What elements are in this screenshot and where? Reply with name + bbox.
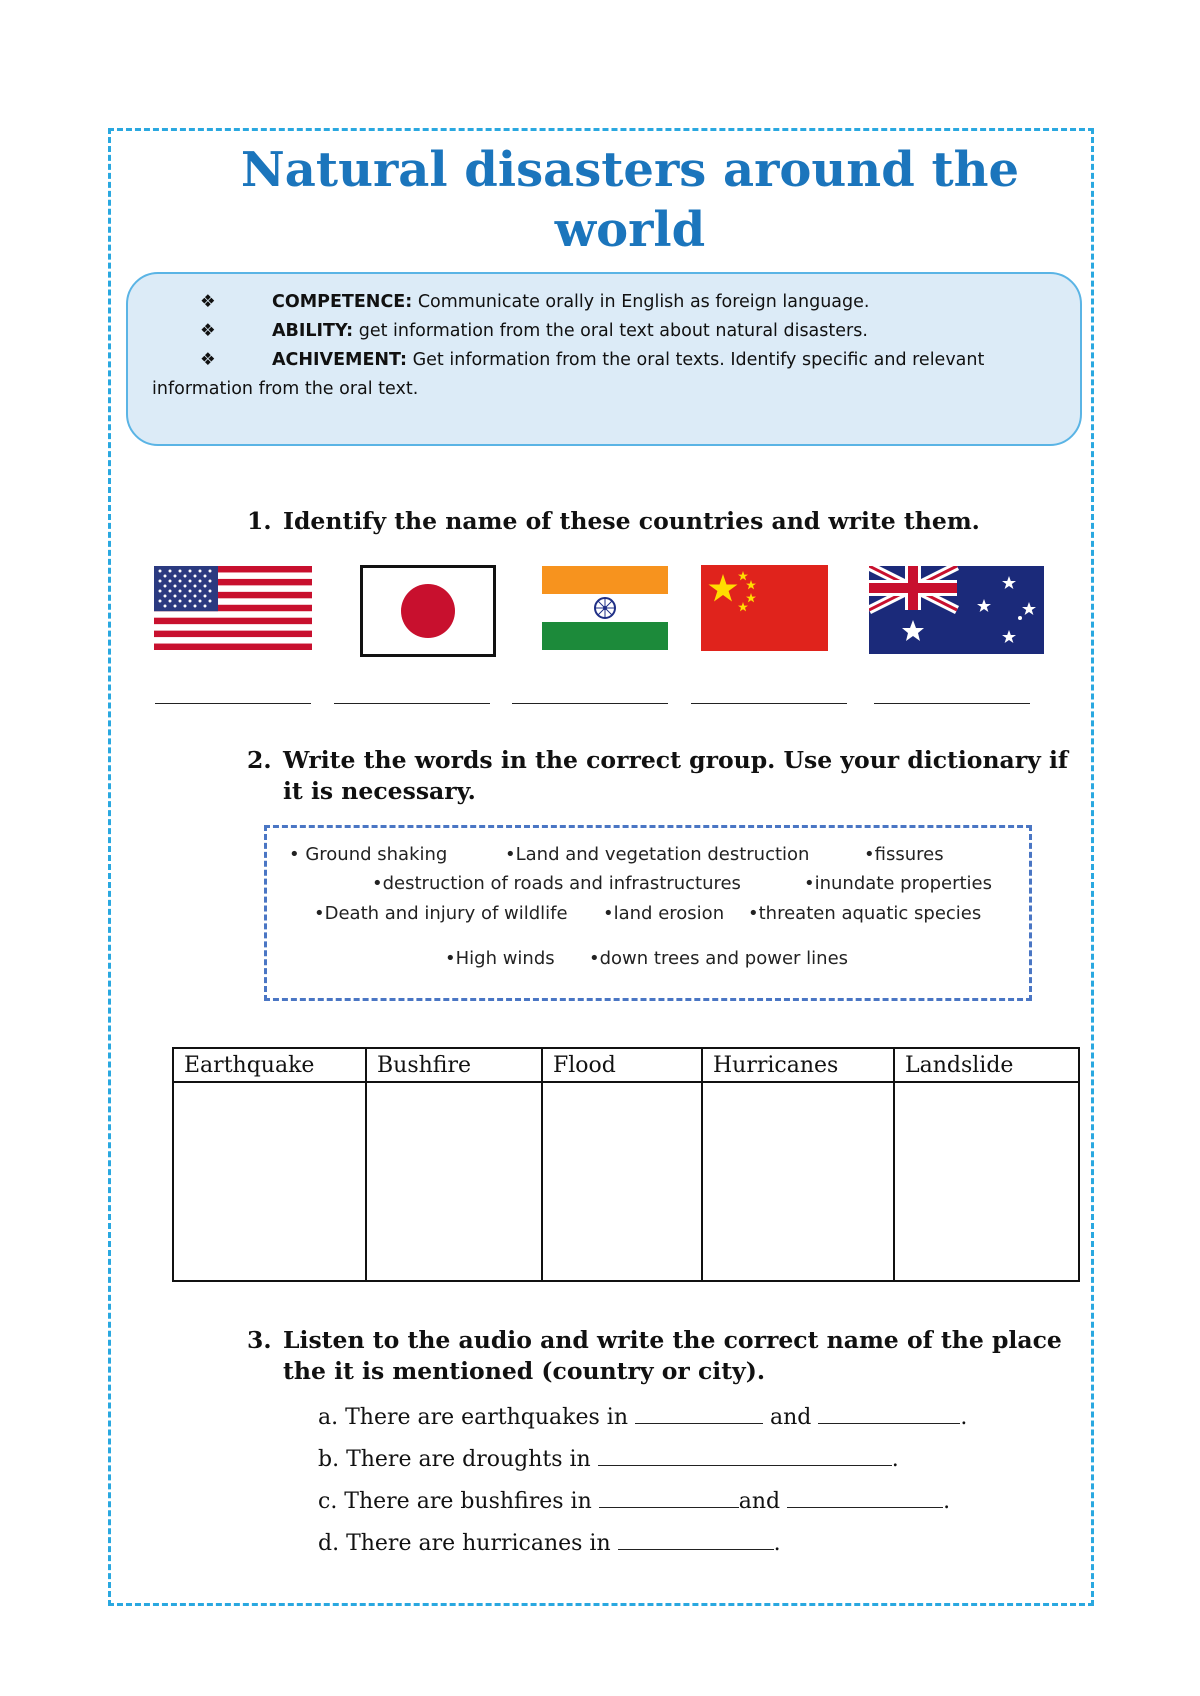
section-3-heading	[247, 1325, 1062, 1387]
goal-text: Get information from the oral texts. Identify specific and relevant	[407, 350, 985, 370]
answer-line-4[interactable]	[691, 703, 847, 704]
blank-d-1[interactable]	[618, 1529, 774, 1550]
section-number: 3.	[247, 1326, 272, 1354]
usa-flag	[154, 566, 312, 650]
question-a	[318, 1403, 967, 1432]
question-b-end: .	[891, 1447, 899, 1472]
word-item: •threaten aquatic species	[748, 903, 982, 924]
goal-text: Communicate orally in English as foreign language.	[412, 292, 870, 312]
section-2-text-line-2: it is necessary.	[283, 777, 476, 805]
japan-flag	[360, 565, 496, 657]
section-1-heading	[247, 506, 980, 537]
word-item: •High winds	[445, 948, 555, 969]
blank-a-1[interactable]	[635, 1403, 763, 1424]
answer-cell-hurricanes[interactable]	[702, 1082, 894, 1281]
word-item: •Land and vegetation destruction	[505, 844, 810, 865]
answer-cell-flood[interactable]	[542, 1082, 702, 1281]
learning-goals-box	[126, 272, 1082, 446]
word-item: •fissures	[864, 844, 944, 865]
question-a-text: a. There are earthquakes in	[318, 1405, 629, 1430]
answer-line-3[interactable]	[512, 703, 668, 704]
goal-text: get information from the oral text about natural disasters.	[353, 321, 868, 341]
blank-c-2[interactable]	[787, 1487, 943, 1508]
goal-label: ABILITY:	[272, 321, 354, 341]
word-item: • Ground shaking	[289, 844, 448, 865]
column-header-bushfire: Bushfire	[366, 1048, 542, 1082]
question-c-text: c. There are bushfires in	[318, 1489, 592, 1514]
goal-achievement-continuation: information from the oral text.	[152, 379, 419, 399]
question-d-end: .	[773, 1531, 781, 1556]
goal-ability	[200, 317, 1050, 346]
answer-cell-landslide[interactable]	[894, 1082, 1079, 1281]
section-2-heading	[247, 745, 1069, 807]
question-d	[318, 1529, 781, 1558]
section-number: 1.	[247, 507, 272, 535]
answer-line-2[interactable]	[334, 703, 490, 704]
word-item: •Death and injury of wildlife	[314, 903, 568, 924]
section-2-text-line-1: Write the words in the correct group. Use your dictionary if	[283, 746, 1069, 774]
answer-line-1[interactable]	[155, 703, 311, 704]
china-flag	[701, 565, 828, 651]
section-3-text-line-1: Listen to the audio and write the correct name of the place	[283, 1326, 1062, 1354]
page-title	[240, 140, 1020, 260]
question-b	[318, 1445, 899, 1474]
column-header-hurricanes: Hurricanes	[702, 1048, 894, 1082]
question-b-text: b. There are droughts in	[318, 1447, 591, 1472]
question-a-end: .	[960, 1405, 968, 1430]
disaster-groups-table	[172, 1047, 1080, 1282]
goal-label: COMPETENCE:	[272, 292, 413, 312]
question-c	[318, 1487, 950, 1516]
goal-achievement	[200, 346, 1050, 375]
column-header-landslide: Landslide	[894, 1048, 1079, 1082]
goal-competence	[200, 288, 1050, 317]
diamond-bullet-icon: ❖	[200, 321, 216, 341]
section-1-text: Identify the name of these countries and write them.	[283, 507, 980, 535]
word-item: •inundate properties	[804, 873, 993, 894]
blank-a-2[interactable]	[818, 1403, 960, 1424]
answer-line-5[interactable]	[874, 703, 1030, 704]
word-item: •land erosion	[603, 903, 725, 924]
question-a-and: and	[770, 1405, 812, 1430]
india-flag	[542, 566, 668, 650]
section-number: 2.	[247, 746, 272, 774]
word-bank	[264, 825, 1032, 1001]
section-3-text-line-2: the it is mentioned (country or city).	[283, 1357, 766, 1385]
title-line-1: Natural disasters around the	[240, 142, 1020, 198]
question-c-and: and	[738, 1489, 781, 1514]
blank-b-1[interactable]	[598, 1445, 892, 1466]
table-header-row	[173, 1048, 1079, 1082]
goal-label: ACHIVEMENT:	[272, 350, 408, 370]
question-d-text: d. There are hurricanes in	[318, 1531, 611, 1556]
word-item: •destruction of roads and infrastructures	[372, 873, 741, 894]
diamond-bullet-icon: ❖	[200, 292, 216, 312]
australia-flag	[869, 566, 1044, 654]
title-line-2: world	[554, 202, 706, 258]
blank-c-1[interactable]	[599, 1487, 739, 1508]
answer-cell-earthquake[interactable]	[173, 1082, 366, 1281]
table-row	[173, 1082, 1079, 1281]
question-c-end: .	[943, 1489, 951, 1514]
answer-cell-bushfire[interactable]	[366, 1082, 542, 1281]
column-header-flood: Flood	[542, 1048, 702, 1082]
column-header-earthquake: Earthquake	[173, 1048, 366, 1082]
word-item: •down trees and power lines	[589, 948, 849, 969]
diamond-bullet-icon: ❖	[200, 350, 216, 370]
